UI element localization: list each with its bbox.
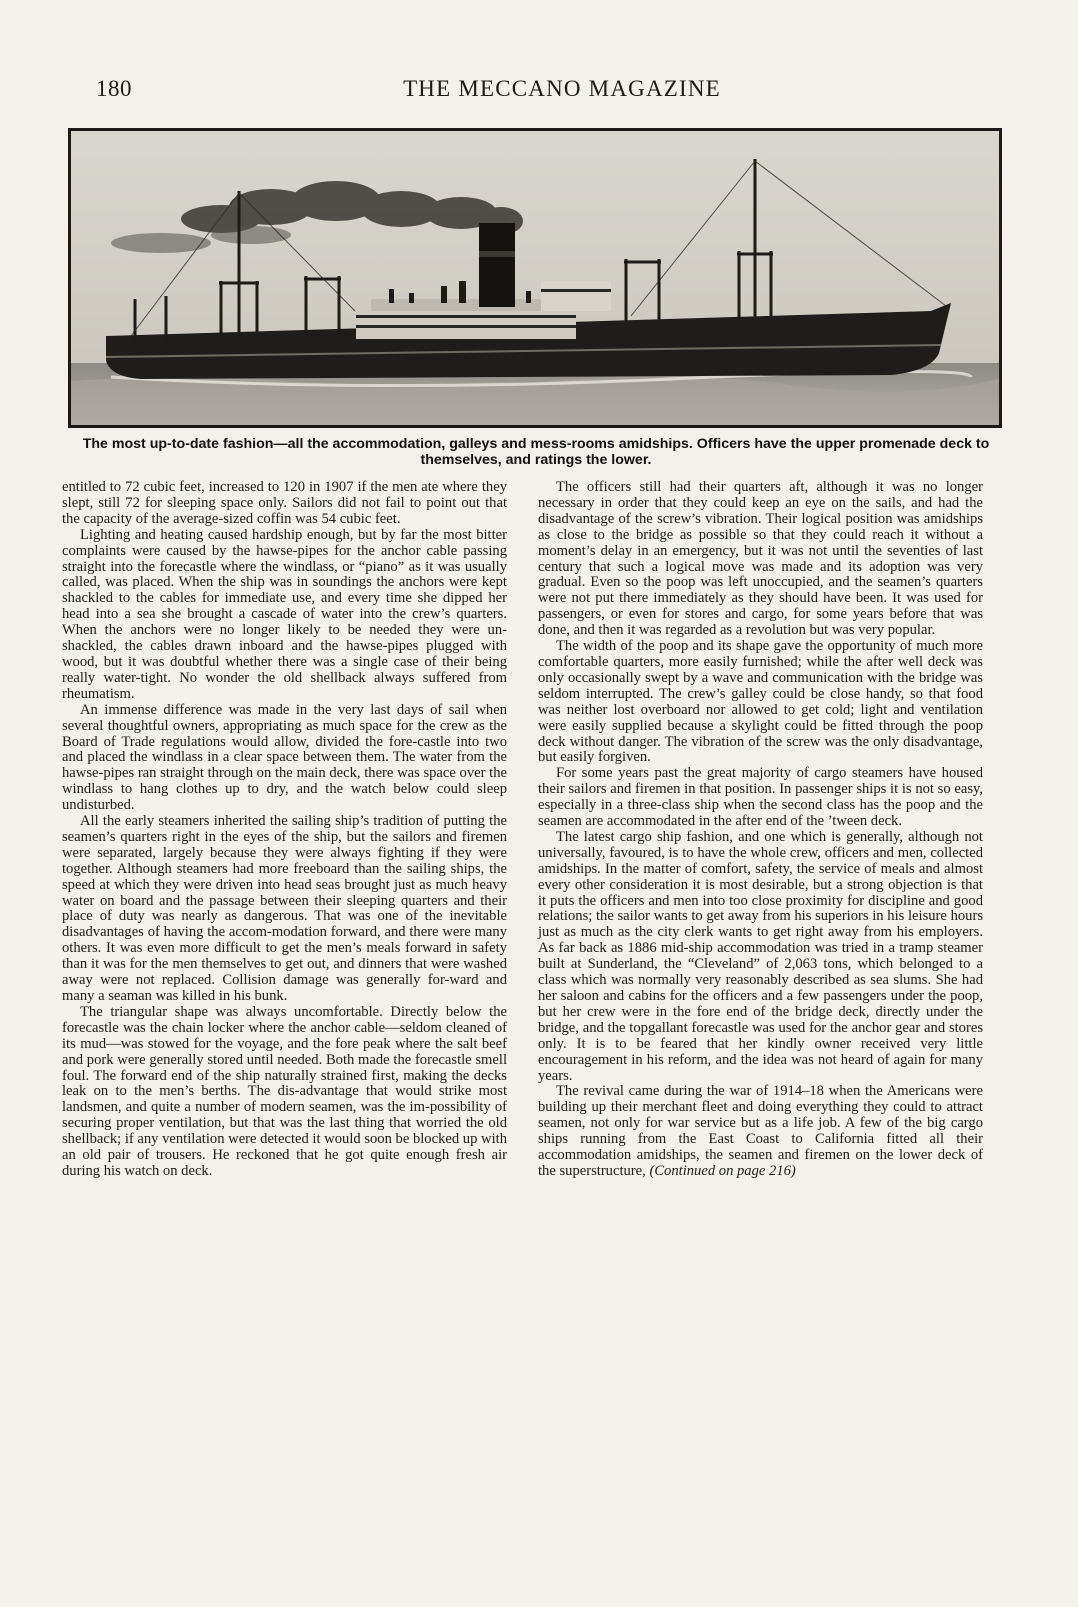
article-paragraph: The triangular shape was always uncomfortable. Directly below the forecastle was the chain locker where the anchor cable—seldom cleaned of its mud—was stowed for the voyage, and the fore peak where the salt beef and pork were generally stored until needed. Both made the forecastle smell foul. The forward end of the ship naturally strained first, making the decks leak on to the men’s berths. The dis-advantage that would strike most landsmen, and quite a number of modern seamen, was the im-possibility of securing proper ventilation, but that was the last thing that worried the old shellback; if any ventilation were detected it would soon be blocked up with an old pair of trousers. He reckoned that he got quite enough fresh air during his watch on deck. [62,1003,507,1179]
article-paragraph: The latest cargo ship fashion, and one which is generally, although not universally, favoured, is to have the whole crew, officers and men, collected amidships. In the matter of comfort, safety, the service of meals and almost every other consideration it is most desirable, but a strong objection is that it puts the officers and men into too close proximity for discipline and good relations; the sailor wants to get away from his superiors in his leisure hours just as much as the city clerk wants to get right away from his employers. As far back as 1886 mid-ship accommodation was tried in a tramp steamer built at Sunderland, the “Cleveland” of 2,063 tons, which belonged to a class which was normally very reasonably described as sea slums. She had her saloon and cabins for the officers and a few passengers under the poop, but her crew were in the fore end of the bridge deck, directly under the bridge, and the topgallant forecastle was used for the anchor gear and stores only. It is to be feared that her kindly owner received very little encouragement in his reform, and the idea was not heard of again for many years. [538,828,983,1084]
article-right-column [538,480,983,1180]
cargo-steamer-illustration [71,131,999,425]
article-left-column [62,480,507,1180]
photo-caption: The most up-to-date fashion—all the accommodation, galleys and mess-rooms amidships. Officers have the upper promenade deck to themselves, and ratings the lower. [82,436,990,468]
page-number: 180 [96,76,132,101]
article-paragraph: All the early steamers inherited the sailing ship’s tradition of putting the seamen’s quarters right in the eyes of the ship, but the sailors and firemen were separated, largely because they were always fighting if they were together. Although steamers had more freeboard than the sailing ships, the speed at which they were driven into head seas brought just as much heavy water on board and the passage between their sleeping quarters and their place of duty was nearly as dangerous. That was one of the inevitable disadvantages of having the accom-modation forward, and there were many others. It was even more difficult to get the men’s meals forward in safety than it was for the men themselves to get out, and dinners that were washed away were not replaced. Collision damage was generally for-ward and many a seaman was killed in his bunk. [62,813,507,1004]
continued-on-page-note: (Continued on page 216) [649,1162,796,1179]
article-paragraph: Lighting and heating caused hardship enough, but by far the most bitter complaints were caused by the hawse-pipes for the anchor cable passing straight into the forecastle where the windlass, or “piano” as it was usually called, was placed. When the ship was in soundings the anchors were kept shackled to the cables for immediate use, and every time she dipped her head into a sea she brought a cascade of water into the crew’s quarters. When the anchors were no longer likely to be needed they were un-shackled, the cables drawn inboard and the hawse-pipes plugged with wood, but it was doubtful whether there was a single case of their being really water-tight. No wonder the old shellback always suffered from rheumatism. [62,526,507,702]
article-paragraph: The width of the poop and its shape gave the opportunity of much more comfortable quarters, more easily furnished; while the after well deck was only occasionally swept by a wave and communication with the bridge was seldom interrupted. The crew’s galley could be close handy, so that food was neither lost overboard nor allowed to get cold; light and ventilation were easily supplied because a skylight could be fitted through the poop deck without danger. The vibration of the screw was the only disadvantage, but easily forgiven. [538,638,983,766]
ship-photograph [68,128,1002,428]
article-paragraph: For some years past the great majority of cargo steamers have housed their sailors and firemen in that position. In passenger ships it is not so easy, especially in a three-class ship when the second class has the poop and the seamen are accommodated in the after end of the ’tween deck. [538,765,983,830]
article-paragraph: An immense difference was made in the very last days of sail when several thoughtful owners, appropriating as much space for the crew as the Board of Trade regulations would allow, divided the fore-castle into two and placed the windlass in a clear space between them. The water from the hawse-pipes ran straight through on the main deck, there was space over the windlass to hang clothes up to dry, and the watch below could sleep undisturbed. [62,701,507,814]
article-paragraph [538,1084,983,1179]
article-paragraph: The officers still had their quarters aft, although it was no longer necessary in order that they could keep an eye on the sails, and had the disadvantage of the screw’s vibration. Their logical position was amidships as close to the bridge as possible so that they could reach it without a moment’s delay in an emergency, but it was not until the seventies of last century that such a logical move was made and its adoption was very gradual. Even so the poop was left unoccupied, and the seamen’s quarters were not put there immediately as they should have been. It was used for passengers, or even for stores and cargo, for some years before that was done, and then it was regarded as a revolution but was very popular. [538,479,983,639]
article-paragraph-text: The revival came during the war of 1914–18 when the Americans were building up their merchant fleet and doing everything they could to attract seamen, not only for war service but as a life job. A few of the big cargo ships running from the East Coast to California fitted all their accommodation amidships, the seamen and firemen on the lower deck of the superstructure, [538,1083,983,1179]
article-paragraph: entitled to 72 cubic feet, increased to 120 in 1907 if the men ate where they slept, still 72 for sleeping space only. Sailors did not fail to point out that the capacity of the average-sized coffin was 54 cubic feet. [62,479,507,527]
magazine-title: THE MECCANO MAGAZINE [403,76,721,101]
page-header [96,76,968,110]
